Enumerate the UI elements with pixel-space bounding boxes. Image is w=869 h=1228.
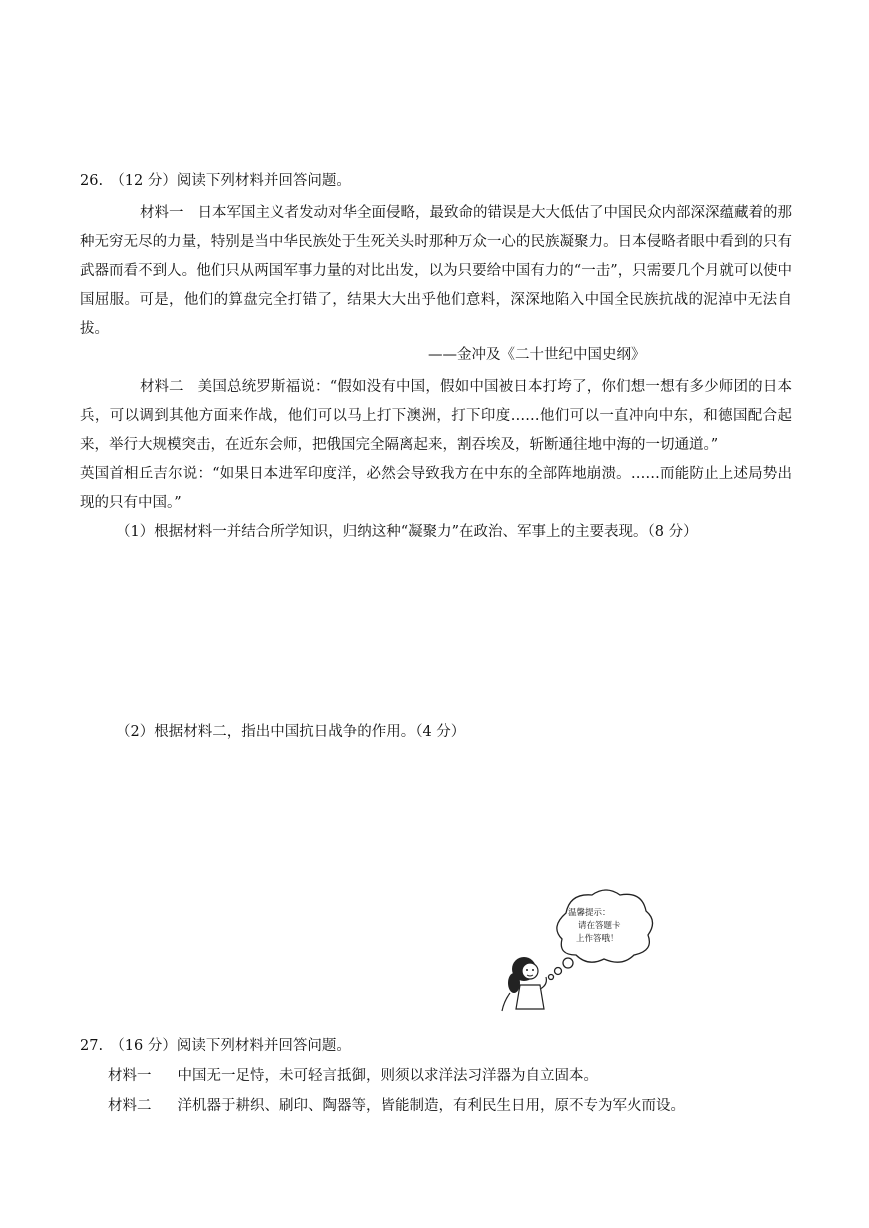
material-text: 洋机器于耕织、刷印、陶器等，皆能制造，有利民生日用，原不专为军火而设。 (177, 1098, 685, 1114)
q26-subquestion-1: （1）根据材料一并结合所学知识，归纳这种“凝聚力”在政治、军事上的主要表现。（8 分） (116, 524, 698, 540)
q26-subquestion-2: （2）根据材料二，指出中国抗日战争的作用。（4 分） (116, 724, 466, 740)
material-text: 日本军国主义者发动对华全面侵略，最致命的错误是大大低估了中国民众内部深深蕴藏着的那种无穷无尽的力量，特别是当中华民族处于生死关头时那种万众一心的民族凝聚力。日本侵略者眼中看到的只有武器而看不到人。他们只从两国军事力量的对比出发，以为只要给中国有力的“一击”，只需要几个月就可以使中国屈服。可是，他们的算盘完全打错了，结果大大出乎他们意料，深深地陷入中国全民族抗战的泥淖中无法自拔。 (80, 205, 792, 337)
tip-line-3: 上作答哦！ (576, 934, 619, 944)
tip-text (568, 907, 621, 946)
q26-material-2 (80, 373, 792, 460)
q26-material-1-source: ——金冲及《二十世纪中国史纲》 (428, 347, 646, 363)
q26-header: 26. （12 分）阅读下列材料并回答问题。 (80, 173, 351, 189)
answer-tip-cartoon (496, 885, 656, 1015)
material-label: 材料一 (108, 1068, 152, 1084)
q27-material-1 (108, 1066, 598, 1086)
material-text: 中国无一足恃，未可轻言抵御，则须以求洋法习洋器为自立固本。 (177, 1068, 598, 1084)
material-label: 材料二 (140, 379, 184, 395)
q26-material-2-churchill: 英国首相丘吉尔说：“如果日本进军印度洋，必然会导致我方在中东的全部阵地崩溃。……而能防止上述局势出现的只有中国。” (80, 466, 792, 511)
thought-cloud-girl-illustration (496, 885, 656, 1015)
tip-line-1: 温馨提示： (568, 908, 611, 918)
tip-line-2: 请在答题卡 (578, 921, 621, 931)
q26-material-1 (80, 199, 792, 344)
material-label: 材料二 (108, 1098, 152, 1114)
material-text: 美国总统罗斯福说：“假如没有中国，假如中国被日本打垮了，你们想一想有多少师团的日本兵，可以调到其他方面来作战，他们可以马上打下澳洲，打下印度……他们可以一直冲向中东，和德国配合起来，举行大规模突击，在近东会师，把俄国完全隔离起来，割吞埃及，斩断通往地中海的一切通道。” (80, 379, 792, 453)
material-label: 材料一 (140, 205, 184, 221)
q27-header: 27. （16 分）阅读下列材料并回答问题。 (80, 1038, 351, 1054)
q27-material-2 (108, 1096, 685, 1116)
